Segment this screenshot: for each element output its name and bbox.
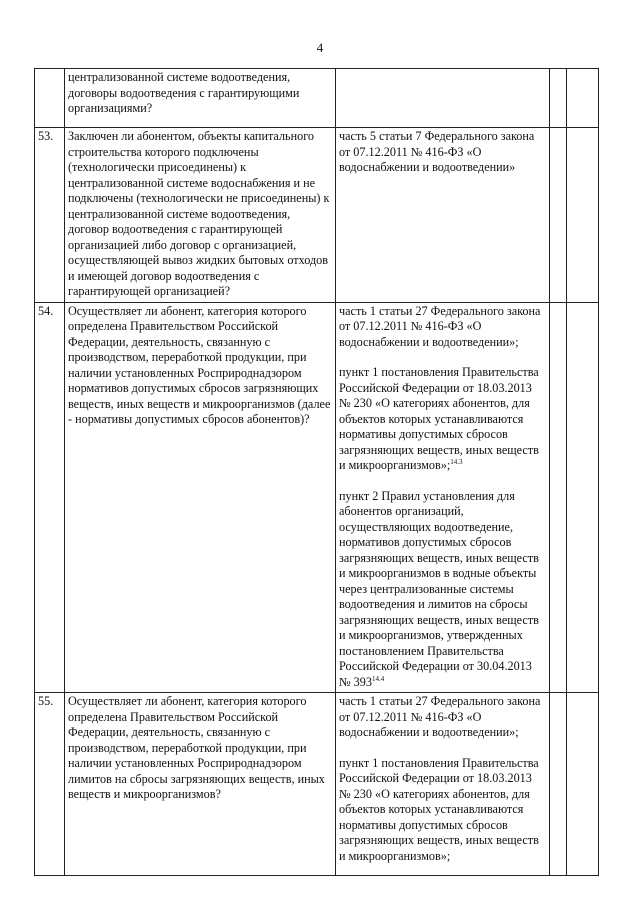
table-row: [35, 693, 599, 876]
note-cell: [567, 69, 599, 128]
checklist-table-body: [35, 69, 599, 876]
legal-basis-text: пункт 2 Правил установления для абонентов организаций, осуществляющих водоотведение, нормативов допустимых сбросов загрязняющих веществ, иных веществ и микроорганизмов в водные объекты через централизованные системы водоотведения и лимитов на сбросы загрязняющих веществ, иных веществ и микроорганизмов, утвержденных постановлением Правительства Российской Федерации от 30.04.2013 № 393: [339, 488, 539, 689]
legal-basis-text: пункт 1 постановления Правительства Российской Федерации от 18.03.2013 № 230 «О категориях абонентов, для объектов которых устанавливаются нормативы допустимых сбросов загрязняющих веществ, иных веществ и микроорганизмов»;: [339, 755, 539, 863]
answer-cell: [550, 69, 567, 128]
note-cell: [567, 302, 599, 693]
legal-basis-cell: [336, 302, 550, 693]
row-number: 53.: [35, 128, 65, 303]
question-cell: Заключен ли абонентом, объекты капитального строительства которого подключены (технологически присоединены) к централизованной системе водоснабжения и не подключены (технологически не присоединены) к централизованной системе водоотведения, договор водоотведения с гарантирующей организацией либо договор с организацией, осуществляющей вывоз жидких бытовых отходов и имеющей договор водоотведения с гарантирующей организацией?: [65, 128, 336, 303]
legal-basis-text: часть 5 статьи 7 Федерального закона от 07.12.2011 № 416-ФЗ «О водоснабжении и водоотведении»: [339, 129, 535, 174]
row-number: 55.: [35, 693, 65, 876]
row-number: [35, 69, 65, 128]
footnote-reference: 14.3: [450, 457, 463, 466]
answer-cell: [550, 302, 567, 693]
question-cell: Осуществляет ли абонент, категория которого определена Правительством Российской Федерации, деятельность, связанную с производством, переработкой продукции, при наличии установленных Росприроднадзором нормативов допустимых сбросов загрязняющих веществ, иных веществ и микроорганизмов (далее - нормативы допустимых сбросов абонентов)?: [65, 302, 336, 693]
checklist-table: [34, 68, 599, 876]
question-cell: централизованной системе водоотведения, договоры водоотведения с гарантирующими организациями?: [65, 69, 336, 128]
note-cell: [567, 128, 599, 303]
legal-basis-paragraph: [339, 129, 546, 176]
legal-basis-paragraph: [339, 694, 546, 741]
legal-basis-cell: [336, 693, 550, 876]
footnote-reference: 14.4: [371, 674, 385, 683]
legal-basis-paragraph: [339, 365, 546, 474]
note-cell: [567, 693, 599, 876]
legal-basis-text: часть 1 статьи 27 Федерального закона от 07.12.2011 № 416-ФЗ «О водоснабжении и водоотведении»;: [339, 303, 541, 349]
legal-basis-cell: [336, 128, 550, 303]
answer-cell: [550, 693, 567, 876]
row-number: 54.: [35, 302, 65, 693]
legal-basis-paragraph: [339, 756, 546, 865]
legal-basis-cell: [336, 69, 550, 128]
page-number: 4: [316, 40, 324, 55]
legal-basis-text: часть 1 статьи 27 Федерального закона от 07.12.2011 № 416-ФЗ «О водоснабжении и водоотведении»;: [339, 694, 541, 739]
legal-basis-paragraph: [339, 489, 546, 691]
legal-basis-paragraph: [339, 304, 546, 351]
table-row: [35, 302, 599, 693]
question-cell: Осуществляет ли абонент, категория которого определена Правительством Российской Федерации, деятельность, связанную с производством, переработкой продукции, при наличии установленных Росприроднадзором лимитов на сбросы загрязняющих веществ, иных веществ и микроорганизмов?: [65, 693, 336, 876]
table-row: [35, 69, 599, 128]
answer-cell: [550, 128, 567, 303]
legal-basis-text: пункт 1 постановления Правительства Российской Федерации от 18.03.2013 № 230 «О категориях абонентов, для объектов которых устанавливаются нормативы допустимых сбросов загрязняющих веществ, иных веществ и микроорганизмов»;: [339, 365, 539, 472]
table-row: [35, 128, 599, 303]
